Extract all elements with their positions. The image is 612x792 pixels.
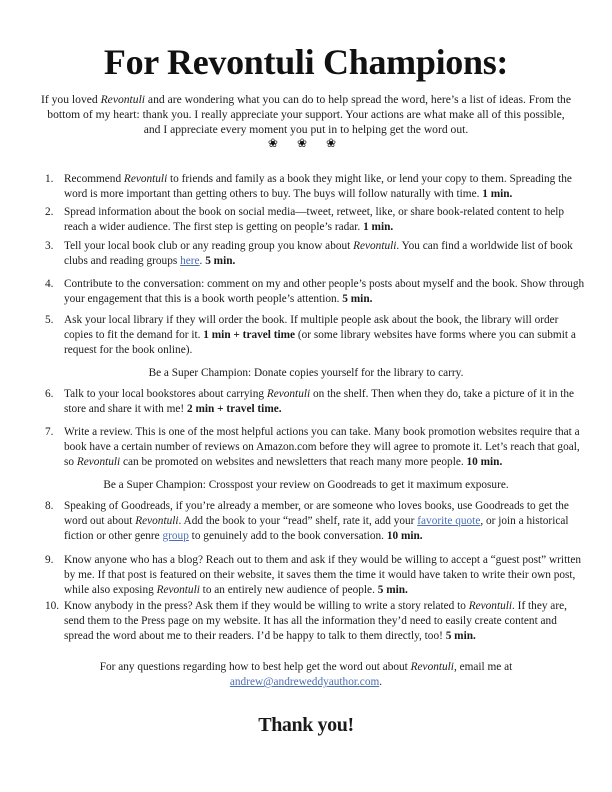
list-item-5 — [45, 313, 585, 358]
item-number: 2. — [45, 206, 54, 218]
super-champion-note-2: Be a Super Champion: Crosspost your review on Goodreads to get it maximum exposure. — [103, 479, 509, 491]
footer-text: For any questions regarding how to best help get the word out about — [99, 661, 411, 673]
intro-text: and are wondering what you can do to help spread the word, here’s a list of ideas. From the bottom of my heart: thank you. I really appreciate your support. Your actions are what make all of this possible, and I appreciate every moment you put in to helping get the word out. — [47, 93, 571, 136]
email-link[interactable]: andrew@andreweddyauthor.com — [229, 676, 380, 688]
page-title: For Revontuli Champions: — [103, 42, 509, 82]
time-estimate: 5 min. — [445, 630, 476, 642]
intro-paragraph — [40, 92, 572, 137]
list-item-10 — [45, 599, 585, 644]
item-text: . If they are, send them to the Press page on my website. It has all the information they’d need to easily create content and spread the word about me to their readers. I’d be happy to talk to them directly, too! — [64, 600, 567, 642]
item-text: Tell your local book club or any reading group you know about — [64, 240, 354, 252]
item-text: , or join a historical fiction or other genre — [64, 515, 569, 542]
list-item-8 — [45, 499, 585, 544]
item-text: to genuinely add to the book conversation. — [188, 530, 387, 542]
time-estimate: 5 min. — [205, 255, 236, 267]
book-title-italic: Revontuli — [468, 600, 513, 612]
time-estimate: 1 min. — [363, 221, 394, 233]
footer-text: . — [379, 676, 383, 688]
item-text: Know anybody in the press? Ask them if they would be willing to write a story related to — [64, 600, 469, 612]
time-estimate: 10 min. — [386, 530, 423, 542]
item-text: on the shelf. Then when they do, take a picture of it in the store and share it with me! — [64, 388, 575, 415]
item-number: 8. — [45, 500, 54, 512]
item-number: 10. — [45, 600, 60, 612]
book-title-italic: Revontuli — [100, 93, 146, 106]
list-item-1 — [45, 172, 585, 202]
book-clubs-link[interactable]: here — [180, 255, 200, 267]
time-estimate: 1 min + travel time — [203, 329, 296, 341]
time-estimate: 10 min. — [466, 456, 503, 468]
item-text: Recommend — [64, 173, 124, 185]
item-text: . Add the book to your “read” shelf, rate it, add your — [178, 515, 418, 527]
list-item-7 — [45, 425, 585, 470]
favorite-quote-link[interactable]: favorite quote — [417, 515, 481, 527]
item-text: (or some library websites have forms where you can submit a request for the book online). — [64, 329, 576, 356]
group-link[interactable]: group — [162, 530, 189, 542]
item-text: Speaking of Goodreads, if you’re already a member, or are someone who loves books, use Goodreads to get the word out about — [64, 500, 569, 527]
time-estimate: 5 min. — [377, 584, 408, 596]
book-title-italic: Revontuli — [266, 388, 311, 400]
item-text: Talk to your local bookstores about carrying — [64, 388, 267, 400]
footer-text: , email me at — [453, 661, 513, 673]
list-item-2 — [45, 205, 585, 235]
item-number: 9. — [45, 554, 54, 566]
intro-text: If you loved — [41, 93, 101, 106]
item-text: Ask your local library if they will order the book. If multiple people ask about the book, the library will order copies to fit the demand for it. — [64, 314, 559, 341]
item-text: can be promoted on websites and newsletters that reach many more people. — [120, 456, 467, 468]
item-text: to friends and family as a book they might like, or lend your copy to them. Spreading the word is more important than getting others to buy. The buys will follow naturally with time. — [64, 173, 572, 200]
list-item-3 — [45, 239, 585, 269]
book-title-italic: Revontuli — [156, 584, 200, 596]
book-title-italic: Revontuli — [123, 173, 168, 185]
time-estimate: 1 min. — [482, 188, 513, 200]
item-text: to an entirely new audience of people. — [199, 584, 378, 596]
flower-ornament-icon: ❀ ❀ ❀ — [267, 136, 345, 150]
book-title-italic: Revontuli — [76, 456, 121, 468]
item-text: Write a review. This is one of the most helpful actions you can take. Many book promotion websites require that a book have a certain number of reviews on Amazon.com before they will agree to promote it. Let’s reach that goal, so — [64, 426, 580, 468]
item-number: 5. — [45, 314, 54, 326]
item-number: 6. — [45, 388, 54, 400]
book-title-italic: Revontuli — [135, 515, 179, 527]
item-text: . — [199, 255, 206, 267]
closing-thank-you: Thank you! — [258, 714, 354, 736]
item-text: Know anyone who has a blog? Reach out to them and ask if they would be willing to accept a “guest post” written by me. If that post is featured on their website, it saves them the time it would have taken to write their own post, while also exposing — [64, 554, 582, 596]
list-item-9 — [45, 553, 585, 598]
item-text: Spread information about the book on social media—tweet, retweet, like, or share book-related content to help reach a wider audience. The first step is getting on people’s radar. — [64, 206, 565, 233]
time-estimate: 5 min. — [342, 293, 373, 305]
list-item-4 — [45, 277, 585, 307]
item-number: 4. — [45, 278, 54, 290]
list-item-6 — [45, 387, 585, 417]
item-text: Contribute to the conversation: comment on my and other people’s posts about myself and the book. Show through your engagement that this is a book worth people’s attention. — [64, 278, 585, 305]
super-champion-note-1: Be a Super Champion: Donate copies yourself for the library to carry. — [148, 367, 464, 379]
book-title-italic: Revontuli — [410, 661, 454, 673]
book-title-italic: Revontuli — [353, 240, 397, 252]
contact-footer — [50, 660, 562, 690]
item-number: 1. — [45, 173, 54, 185]
item-text: . You can find a worldwide list of book clubs and reading groups — [64, 240, 573, 267]
time-estimate: 2 min + travel time. — [186, 403, 282, 415]
item-number: 7. — [45, 426, 54, 438]
item-number: 3. — [45, 240, 54, 252]
